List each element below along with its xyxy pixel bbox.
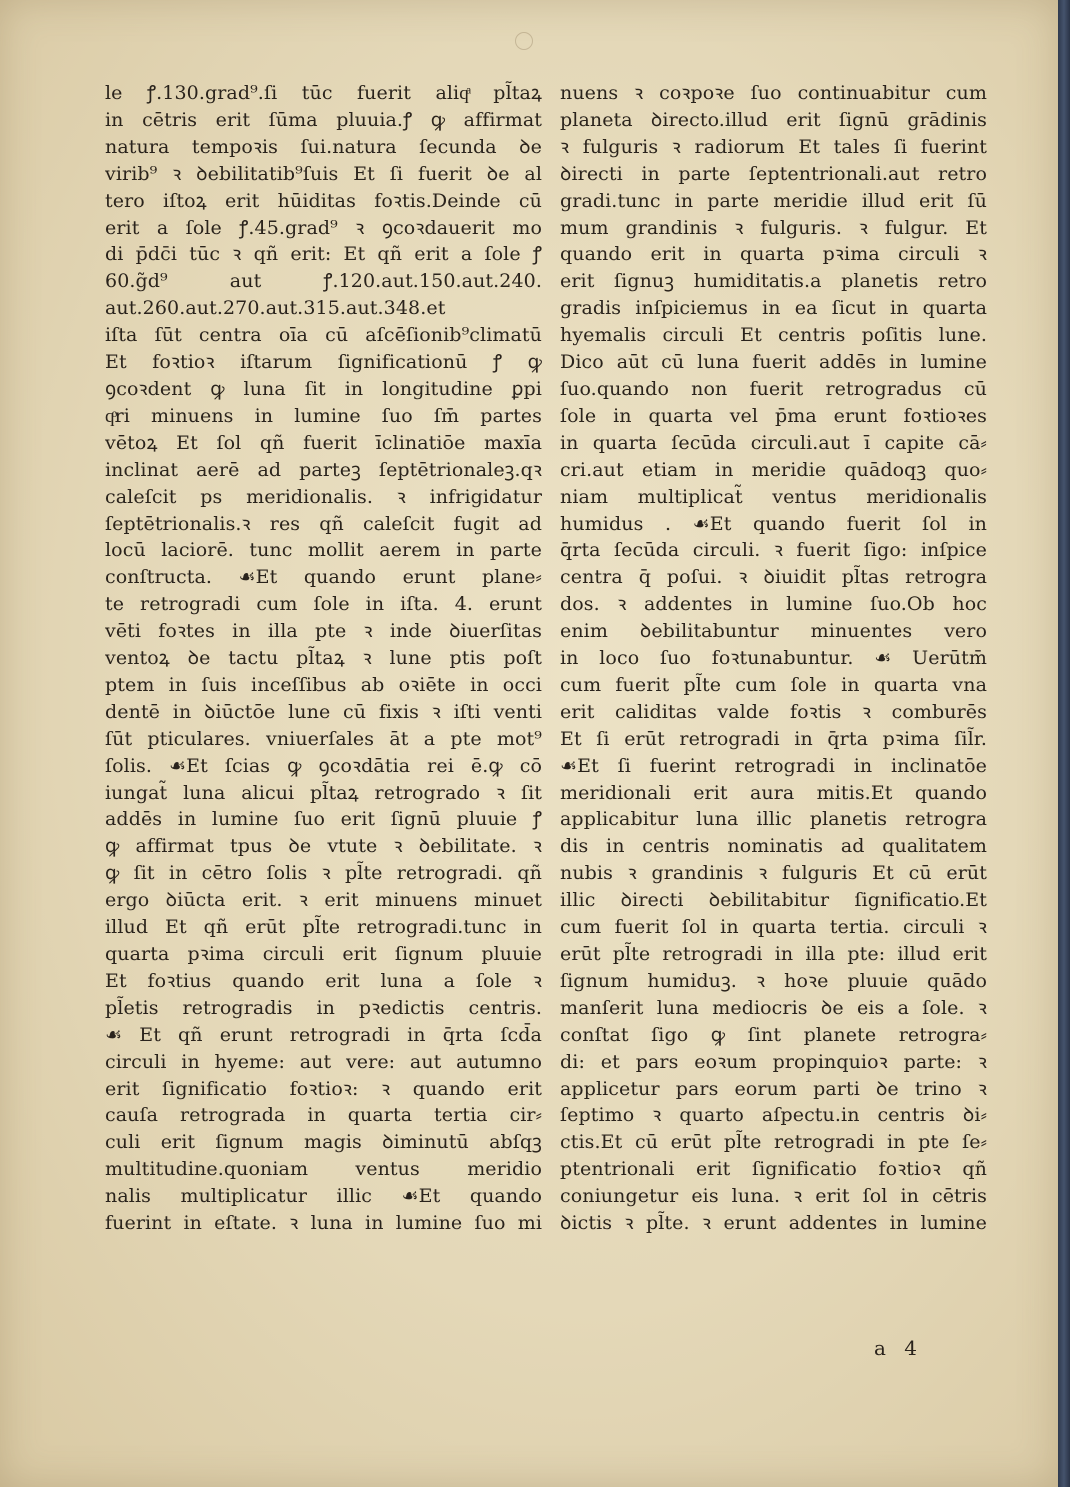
text-line: gradis inſpiciemus in ea ſicut in quarta [560,297,987,320]
text-line: ꝙ affirmat tpus ꝺe vtute ꝛ ꝺebilitate. ꝛ [105,835,542,858]
text-line: fuerint in eſtate. ꝛ luna in lumine ſuo mi [105,1212,542,1235]
text-line: quando erit in quarta pꝛima circuli ꝛ [560,243,987,266]
text-line: ctis.Et cū erūt pl̃te retrogradi in pte ſe⸗ [560,1131,987,1154]
text-line: planeta ꝺirecto.illud erit ſignū grādinis [560,108,987,131]
text-line: nubis ꝛ grandinis ꝛ fulguris Et cū erūt [560,862,987,885]
text-line: locū laciorē. tunc mollit aerem in parte [105,539,542,562]
text-line: Et foꝛtius quando erit luna a ſole ꝛ [105,969,542,992]
text-line: vētoꝝ Et ſol qñ fuerit īclinatiōe maxīa [105,431,542,454]
text-line: meridionali erit aura mitis.Et quando [560,781,987,804]
text-line: illud Et qñ erūt pl̃te retrogradi.tunc in [105,916,542,939]
left-text-column [105,80,542,1237]
text-line: enim ꝺebilitabuntur minuentes vero [560,620,987,643]
text-line: applicetur pars eorum parti ꝺe trino ꝛ [560,1077,987,1100]
text-line: di: et pars eoꝛum propinquioꝛ parte: ꝛ [560,1050,987,1073]
text-line: circuli in hyeme: aut vere: aut autumno [105,1050,542,1073]
text-line: di p̄dc̄i tūc ꝛ qñ erit: Et qñ erit a ſole ꝭ [105,243,542,266]
text-line: ptentrionali erit ſignificatio foꝛtioꝛ qñ [560,1158,987,1181]
text-line: ꝙ ſit in cētro ſolis ꝛ pl̃te retrogradi. qñ [105,862,542,885]
text-line: cri.aut etiam in meridie quādoqꝫ quo⸗ [560,458,987,481]
text-line: iungat̃ luna alicui pl̃taꝝ retrogrado ꝛ ſit [105,781,542,804]
text-line: cum fuerit ſol in quarta tertia. circuli ꝛ [560,916,987,939]
text-line: ☙Et ſi fuerint retrogradi in inclinatōe [560,754,987,777]
text-line: conſtructa. ☙Et quando erunt plane⸗ [105,566,542,589]
text-line: aut.260.aut.270.aut.315.aut.348.et [105,297,446,320]
right-text-column [560,80,987,1237]
paper-stain [515,32,533,50]
text-line: in cētris erit ſūma pluuia.ꝭ ꝙ affirmat [105,108,542,131]
text-line: 60.g̃d⁹ aut ꝭ.120.aut.150.aut.240. [105,270,542,293]
text-line: pl̃etis retrogradis in pꝛedictis centris. [105,996,542,1019]
text-line: tero iſtoꝝ erit hūiditas foꝛtis.Deinde cū [105,189,542,212]
text-line: Et foꝛtioꝛ iſtarum ſignificationū ꝭ ꝙ [105,351,542,374]
text-line: in quarta ſecūda circuli.aut ī capite cā⸗ [560,431,987,454]
text-line: ſignum humiduꝫ. ꝛ hoꝛe pluuie quādo [560,969,987,992]
text-line: ꝺirecti in parte ſeptentrionali.aut retro [560,162,987,185]
text-line: ſeptētrionalis.ꝛ res qñ caleſcit fugit ad [105,512,542,535]
text-line: Dico aūt cū luna fuerit addēs in lumine [560,351,987,374]
text-line: erit ſignuꝫ humiditatis.a planetis retro [560,270,987,293]
text-line: iſta ſūt centra oīa cū aſcēſionib⁹climatū [105,324,542,347]
signature-mark: a 4 [874,1336,924,1360]
text-line: gradi.tunc in parte meridie illud erit ſū [560,189,987,212]
text-line: addēs in lumine ſuo erit ſignū pluuie ꝭ [105,808,542,831]
text-line: erit ſignificatio foꝛtioꝛ: ꝛ quando erit [105,1077,542,1100]
text-line: ſolis. ☙Et ſcias ꝙ ꝯcoꝛdātia rei ē.ꝙ cō [105,754,542,777]
text-line: cum fuerit pl̃te cum ſole in quarta vna [560,673,987,696]
text-line: ptem in ſuis inceſſibus ab oꝛiēte in occi [105,673,542,696]
text-line: qͦri minuens in lumine ſuo ſm̄ partes [105,404,542,427]
text-line: ſole in quarta vel p̄ma erunt foꝛtioꝛes [560,404,987,427]
text-line: natura tempoꝛis ſui.natura ſecunda ꝺe [105,135,542,158]
text-line: ergo ꝺiūcta erit. ꝛ erit minuens minuet [105,889,542,912]
text-line: culi erit ſignum magis ꝺiminutū abſqꝫ [105,1131,542,1154]
text-line: ſūt pticulares. vniuerſales āt a pte mot⁹ [105,727,542,750]
text-line: mum grandinis ꝛ fulguris. ꝛ fulgur. Et [560,216,987,239]
text-line: cauſa retrograda in quarta tertia cir⸗ [105,1104,542,1127]
text-line: te retrogradi cum ſole in iſta. 4. erunt [105,593,542,616]
text-line: ☙ Et qñ erunt retrogradi in q̄rta ſcd̄a [105,1023,542,1046]
text-line: erit caliditas valde foꝛtis ꝛ comburēs [560,700,987,723]
text-line: dentē in ꝺiūctōe lune cū fixis ꝛ iſti venti [105,700,542,723]
text-line: ꝯcoꝛdent ꝙ luna ſit in longitudine ꝑpi [105,377,542,400]
text-line: humidus . ☙Et quando fuerit ſol in [560,512,987,535]
text-line: vēti foꝛtes in illa pte ꝛ inde ꝺiuerſitas [105,620,542,643]
text-line: applicabitur luna illic planetis retrogra [560,808,987,831]
text-line: centra q̄ poſui. ꝛ ꝺiuidit pl̃tas retrogra [560,566,987,589]
text-line: dos. ꝛ addentes in lumine ſuo.Ob hoc [560,593,987,616]
text-line: dis in centris nominatis ad qualitatem [560,835,987,858]
text-line: multitudine.quoniam ventus meridio [105,1158,542,1181]
text-line: virib⁹ ꝛ ꝺebilitatib⁹ſuis Et ſi fuerit ꝺe al [105,162,542,185]
text-line: ſuo.quando non fuerit retrogradus cū [560,377,987,400]
text-line: hyemalis circuli Et centris poſitis lune. [560,324,987,347]
text-line: erit a ſole ꝭ.45.grad⁹ ꝛ ꝯcoꝛdauerit mo [105,216,542,239]
text-line: manſerit luna mediocris ꝺe eis a ſole. ꝛ [560,996,987,1019]
text-line: le ꝭ.130.grad⁹.ſi tūc fuerit aliqͣ pl̃taꝝ [105,82,542,104]
text-line: caleſcit ps meridionalis. ꝛ infrigidatur [105,485,542,508]
text-line: ſeptimo ꝛ quarto aſpectu.in centris ꝺi⸗ [560,1104,987,1127]
text-line: ꝛ fulguris ꝛ radiorum Et tales ſi fuerint [560,135,987,158]
text-line: in loco ſuo foꝛtunabuntur. ☙ Uerūtm̄ [560,647,987,670]
text-line: illic ꝺirecti ꝺebilitabitur ſignificatio.Et [560,889,987,912]
text-line: niam multiplicat̃ ventus meridionalis [560,485,987,508]
text-line: conſtat ſigo ꝙ ſint planete retrogra⸗ [560,1023,987,1046]
text-line: nuens ꝛ coꝛpoꝛe ſuo continuabitur cum [560,82,987,104]
text-line: Et ſi erūt retrogradi in q̄rta pꝛima ſil̃r. [560,727,987,750]
text-line: quarta pꝛima circuli erit ſignum pluuie [105,943,542,965]
text-line: ventoꝝ ꝺe tactu pl̃taꝝ ꝛ lune ptis poſt [105,647,542,670]
binding-edge [1058,0,1070,1487]
text-line: coniungetur eis luna. ꝛ erit ſol in cētris [560,1185,987,1208]
text-line: inclinat aerē ad parteꝫ ſeptētrionaleꝫ.qꝛ [105,458,542,481]
text-line: q̄rta ſecūda circuli. ꝛ fuerit ſigo: inſpice [560,539,987,562]
text-line: ꝺictis ꝛ pl̃te. ꝛ erunt addentes in lumine [560,1212,987,1235]
text-line: nalis multiplicatur illic ☙Et quando [105,1185,542,1208]
text-line: erūt pl̃te retrogradi in illa pte: illud erit [560,943,987,965]
